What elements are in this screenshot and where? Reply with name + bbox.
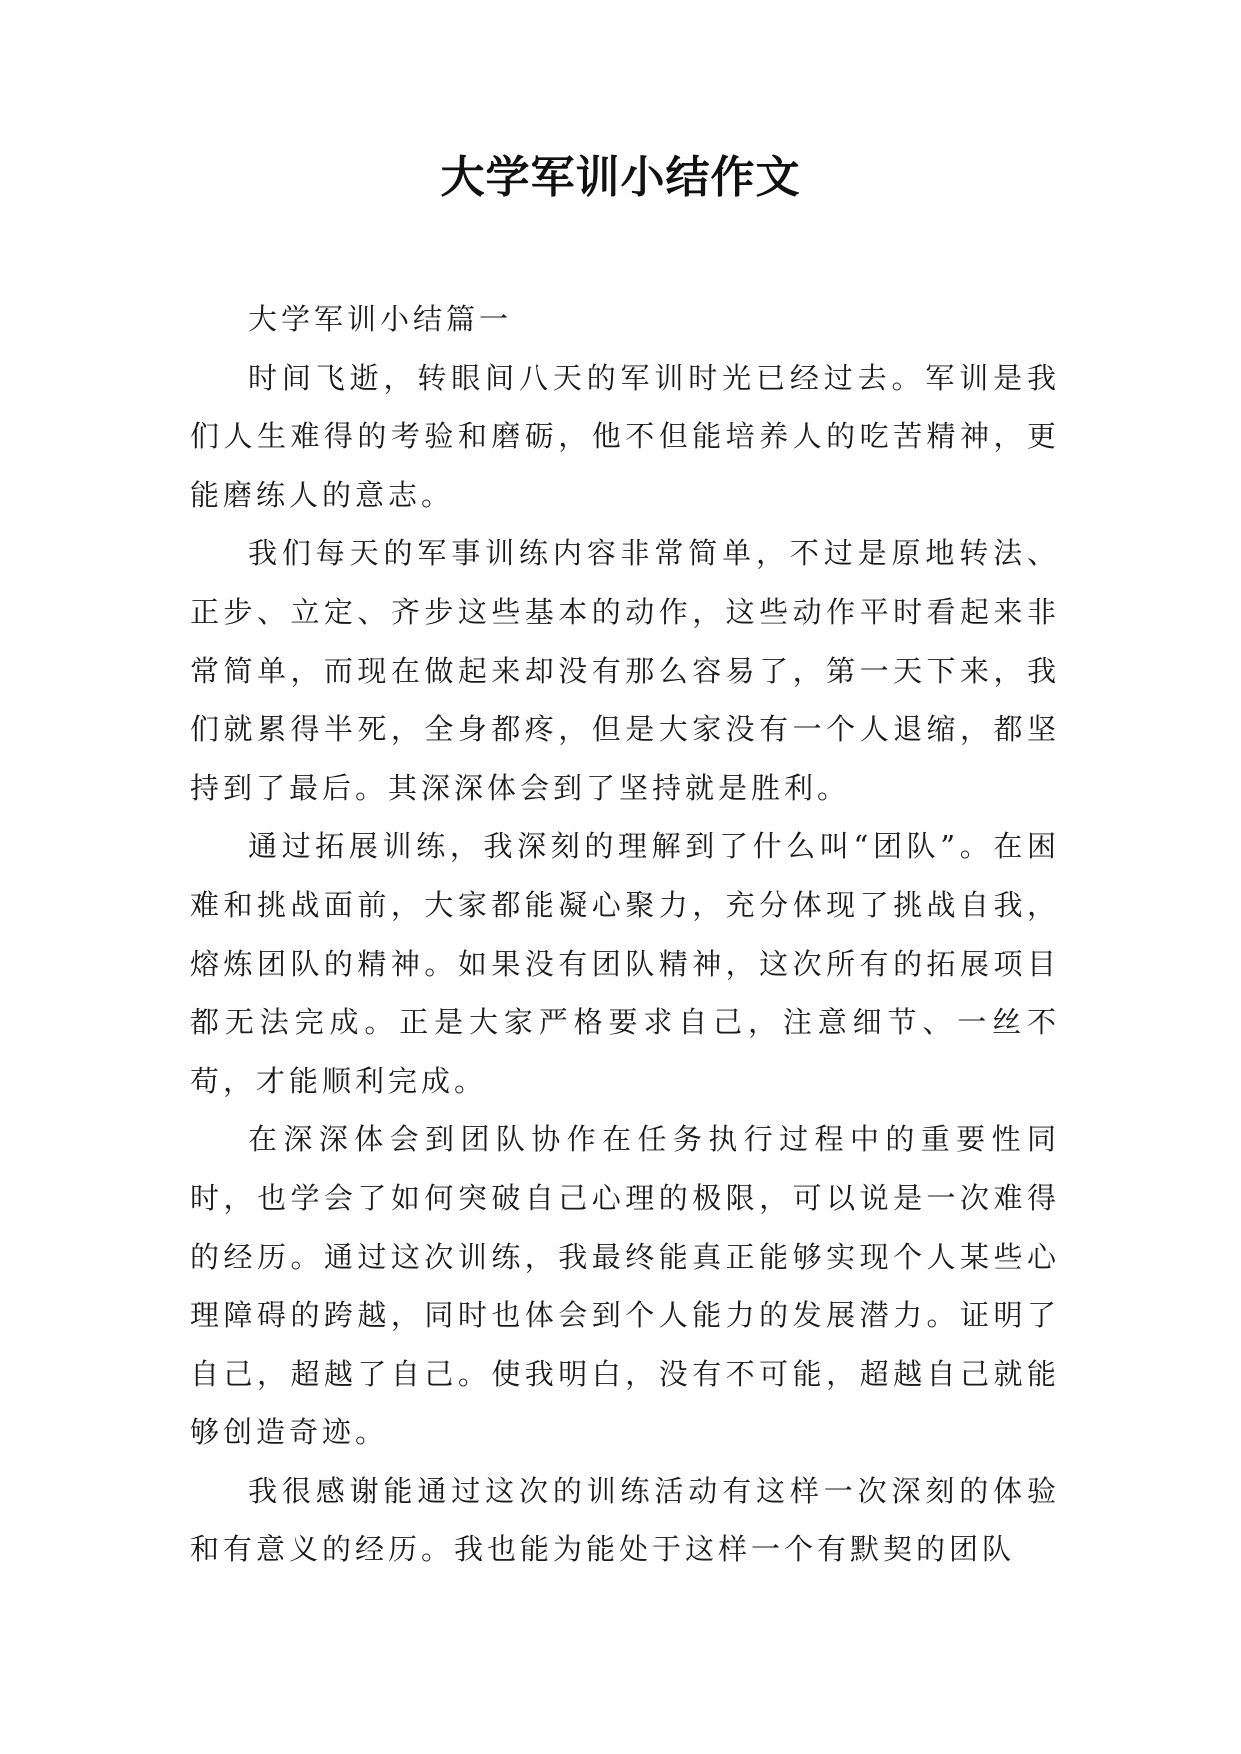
paragraph: 我很感谢能通过这次的训练活动有这样一次深刻的体验和有意义的经历。我也能为能处于这样一个有默契的团队 [190, 1473, 1060, 1567]
paragraph: 通过拓展训练，我深刻的理解到了什么叫“团队”。在困难和挑战面前，大家都能凝心聚力，充分体现了挑战自我，熔炼团队的精神。如果没有团队精神，这次所有的拓展项目都无法完成。正是大家严格要求自己，注意细节、一丝不苟，才能顺利完成。 [190, 829, 1060, 1098]
paragraph: 在深深体会到团队协作在任务执行过程中的重要性同时，也学会了如何突破自己心理的极限，可以说是一次难得的经历。通过这次训练，我最终能真正能够实现个人某些心理障碍的跨越，同时也体会到个人能力的发展潜力。证明了自己，超越了自己。使我明白，没有不可能，超越自己就能够创造奇迹。 [190, 1122, 1060, 1450]
document-title: 大学军训小结作文 [440, 152, 801, 203]
section-heading: 大学军训小结篇一 [248, 302, 513, 336]
paragraph: 时间飞逝，转眼间八天的军训时光已经过去。军训是我们人生难得的考验和磨砺，他不但能培养人的吃苦精神，更能磨练人的意志。 [190, 360, 1060, 512]
document-body [190, 290, 1060, 1579]
paragraph: 我们每天的军事训练内容非常简单，不过是原地转法、正步、立定、齐步这些基本的动作，这些动作平时看起来非常简单，而现在做起来却没有那么容易了，第一天下来，我们就累得半死，全身都疼，但是大家没有一个人退缩，都坚持到了最后。其深深体会到了坚持就是胜利。 [190, 536, 1060, 805]
